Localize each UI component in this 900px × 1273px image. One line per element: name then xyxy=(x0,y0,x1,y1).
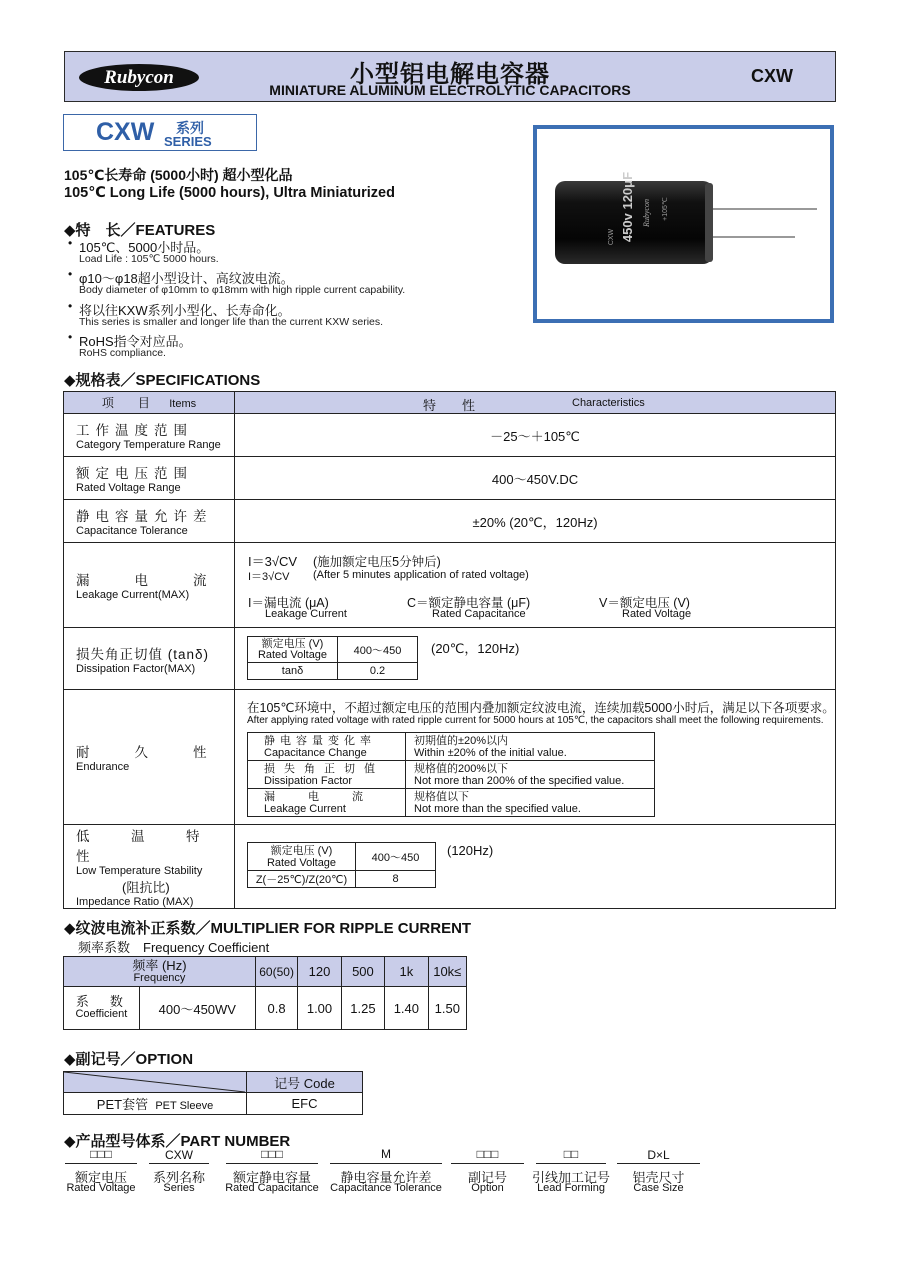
spec-row-lowtemp xyxy=(64,825,836,909)
pn-label-en: Series xyxy=(163,1182,195,1194)
spec-value: 400～450V.DC xyxy=(235,457,836,500)
tagline-chinese: 105℃长寿命 (5000小时) 超小型化品 xyxy=(64,167,293,183)
freq-cell: 500 xyxy=(341,957,384,987)
partnumber-title: ◆产品型号体系／PART NUMBER xyxy=(64,1133,291,1150)
sub-value-cn: 初期值的±20%以内 xyxy=(414,734,509,747)
pn-label-cn: 额定静电容量 xyxy=(232,1170,311,1185)
option-row-cn: PET套管 xyxy=(96,1097,149,1112)
spec-value-dissipation xyxy=(235,628,836,690)
series-label-en: SERIES xyxy=(164,134,212,149)
spec-label-en: Category Temperature Range xyxy=(76,439,221,451)
sub-value: 400～450 xyxy=(338,637,418,663)
pn-label-en: Option xyxy=(471,1182,504,1194)
leakage-note-cn: (施加额定电压5分钟后) xyxy=(313,555,441,569)
pn-underline xyxy=(149,1163,209,1164)
capacitor-print-temp: +105℃ xyxy=(662,197,669,221)
coef-label-cn: 系 数 xyxy=(75,994,127,1009)
pn-label-en: Rated Voltage xyxy=(66,1182,136,1194)
freq-header-en: Frequency xyxy=(133,971,186,984)
spec-label-cn: 损失角正切值 (tanδ) xyxy=(76,646,210,662)
items-header xyxy=(64,392,235,414)
items-header-cn: 项 目 xyxy=(101,396,156,410)
freq-cell: 60(50) xyxy=(255,957,297,987)
pn-label-cn: 静电容量允许差 xyxy=(340,1170,432,1185)
endurance-desc-en: After applying rated voltage with rated ripple current for 5000 hours at 105℃, the capacitors shall meet the following requirements. xyxy=(247,715,824,726)
items-header-en: Items xyxy=(169,398,197,410)
sub-label: Z(－25℃)/Z(20℃) xyxy=(248,871,356,888)
specs-header-row xyxy=(64,392,836,414)
feature-en: This series is smaller and longer life than the current KXW series. xyxy=(79,316,384,328)
spec-label-cn: 额定电压范围 xyxy=(76,466,193,481)
series-label-cn: 系列 xyxy=(176,120,204,136)
title-chinese: 小型铝电解电容器 xyxy=(350,61,550,88)
endurance-desc-cn: 在105℃环境中，不超过额定电压的范围内叠加额定纹波电流，连续加载5000小时后，满足以下各项要求。 xyxy=(247,701,835,715)
leakage-note-en: (After 5 minutes application of rated voltage) xyxy=(313,569,529,581)
capacitor-print-brand: Rubycon xyxy=(642,199,651,227)
pn-underline xyxy=(330,1163,442,1164)
option-row-code: EFC xyxy=(247,1093,363,1115)
feature-cn: RoHS指令对应品。 xyxy=(79,334,192,349)
dissipation-condition: (20℃，120Hz) xyxy=(431,641,520,656)
sub-label: tanδ xyxy=(248,663,338,680)
characteristics-header-en: Characteristics xyxy=(572,397,645,409)
spec-row-leakage xyxy=(64,543,836,628)
header-banner xyxy=(64,51,836,102)
spec-label-en: Endurance xyxy=(76,761,130,773)
spec-value-endurance xyxy=(235,690,836,825)
spec-row-voltage xyxy=(64,457,836,500)
feature-cn: 105℃、5000小时品。 xyxy=(79,240,210,255)
series-box xyxy=(63,114,257,151)
spec-row-temperature xyxy=(64,414,836,457)
pn-code: CXW xyxy=(165,1148,193,1162)
sub-value xyxy=(406,789,655,817)
sub-value-cn: 规格值以下 xyxy=(414,790,469,803)
coef-label xyxy=(64,987,140,1030)
ripple-table xyxy=(63,956,467,1030)
spec-label-cn2: (阻抗比) xyxy=(122,880,170,895)
pn-underline xyxy=(226,1163,318,1164)
spec-value: ±20% (20℃，120Hz) xyxy=(235,500,836,543)
capacitor-print-series: CXW xyxy=(608,228,615,246)
spec-label xyxy=(64,825,241,909)
coef-cell: 1.25 xyxy=(341,987,384,1030)
spec-label-cn: 静电容量允许差 xyxy=(76,509,213,524)
specs-table xyxy=(63,391,836,909)
pn-underline xyxy=(617,1163,700,1164)
freq-cell: 10k≤ xyxy=(428,957,466,987)
feature-cn: 将以往KXW系列小型化、长寿命化。 xyxy=(79,303,291,318)
sub-value-en: Not more than the specified value. xyxy=(414,802,581,815)
pn-label-en: Capacitance Tolerance xyxy=(330,1182,442,1194)
pn-code: □□ xyxy=(563,1147,579,1161)
sub-label-en: Leakage Current xyxy=(264,802,346,815)
pn-label-cn: 副记号 xyxy=(467,1170,507,1185)
freq-header xyxy=(64,957,256,987)
freq-header-cn: 频率 (Hz) xyxy=(132,957,187,973)
pn-label-cn: 额定电压 xyxy=(74,1170,127,1185)
spec-label-cn: 低 温 特 性 xyxy=(76,829,241,864)
coef-cell: 0.8 xyxy=(255,987,297,1030)
spec-label-cn: 耐 久 性 xyxy=(76,745,213,760)
feature-item xyxy=(68,330,528,361)
feature-item xyxy=(68,299,528,330)
feature-item xyxy=(68,236,528,267)
sub-value-en: Within ±20% of the initial value. xyxy=(414,746,567,759)
spec-label xyxy=(64,414,235,457)
pn-underline xyxy=(451,1163,524,1164)
ripple-voltage: 400～450WV xyxy=(139,987,255,1030)
lowtemp-subtable xyxy=(247,842,436,888)
sub-label-en: Capacitance Change xyxy=(264,746,367,759)
characteristics-header-cn: 特 性 xyxy=(423,398,476,413)
sub-label xyxy=(248,733,406,761)
header-series-code: CXW xyxy=(751,66,793,86)
pn-label-cn: 铝壳尺寸 xyxy=(632,1170,685,1185)
sub-value: 8 xyxy=(356,871,436,888)
sub-label-cn: 静电容量变化率 xyxy=(264,734,376,747)
sub-label-en: Rated Voltage xyxy=(266,856,337,869)
ripple-title: ◆纹波电流补正系数／MULTIPLIER FOR RIPPLE CURRENT xyxy=(64,920,472,937)
ripple-subtitle: 频率系数 Frequency Coefficient xyxy=(78,940,270,955)
pn-code: M xyxy=(381,1147,391,1161)
freq-cell: 120 xyxy=(298,957,341,987)
sub-label xyxy=(248,789,406,817)
bullet-icon: • xyxy=(68,267,73,281)
def-i-en: Leakage Current xyxy=(265,608,347,620)
sub-value: 0.2 xyxy=(338,663,418,680)
spec-value-leakage xyxy=(235,543,836,628)
spec-row-tolerance xyxy=(64,500,836,543)
sub-label xyxy=(248,637,338,663)
series-name: CXW xyxy=(96,118,155,146)
coef-cell: 1.00 xyxy=(298,987,341,1030)
option-title: ◆副记号／OPTION xyxy=(64,1051,194,1068)
def-c-cn: C＝额定静电容量 (μF) xyxy=(407,596,531,610)
pn-code: D×L xyxy=(647,1148,670,1162)
features-list xyxy=(68,236,528,361)
def-c-en: Rated Capacitance xyxy=(432,608,526,620)
pn-underline xyxy=(536,1163,606,1164)
pn-label-en: Rated Capacitance xyxy=(225,1182,319,1194)
coef-cell: 1.50 xyxy=(428,987,466,1030)
sub-label-cn: 损失角正切值 xyxy=(264,762,384,775)
lowtemp-condition: (120Hz) xyxy=(447,843,494,858)
ripple-value-row xyxy=(64,987,467,1030)
capacitor-print-rating: 450v 120μF xyxy=(620,171,635,243)
ripple-header-row xyxy=(64,957,467,987)
spec-label-en: Rated Voltage Range xyxy=(76,482,181,494)
feature-en: Body diameter of φ10mm to φ18mm with high ripple current capability. xyxy=(79,284,406,296)
spec-label xyxy=(64,543,235,628)
option-row-en: PET Sleeve xyxy=(155,1100,214,1112)
features-title: ◆特 长／FEATURES xyxy=(64,222,216,239)
bullet-icon: • xyxy=(68,236,73,250)
spec-row-dissipation xyxy=(64,628,836,690)
spec-label-en: Low Temperature Stability xyxy=(76,865,203,877)
sub-value: 400～450 xyxy=(356,843,436,871)
spec-label-cn: 工作温度范围 xyxy=(76,423,193,438)
bullet-icon: • xyxy=(68,299,73,313)
coef-label-en: Coefficient xyxy=(75,1008,128,1020)
spec-value-lowtemp xyxy=(235,825,836,909)
sub-value-en: Not more than 200% of the specified value. xyxy=(414,774,625,787)
sub-value xyxy=(406,733,655,761)
feature-en: Load Life : 105℃ 5000 hours. xyxy=(79,253,219,265)
capacitor-photo xyxy=(533,125,834,323)
sub-value xyxy=(406,761,655,789)
spec-label xyxy=(64,628,235,690)
spec-label-en: Dissipation Factor(MAX) xyxy=(76,662,196,675)
sub-label xyxy=(248,843,356,871)
option-row-label xyxy=(64,1093,247,1115)
pn-code: □□□ xyxy=(90,1147,112,1161)
sub-label-en: Dissipation Factor xyxy=(264,774,353,787)
spec-label-en: Capacitance Tolerance xyxy=(76,525,188,537)
spec-row-endurance xyxy=(64,690,836,825)
dissipation-subtable xyxy=(247,636,418,680)
def-i-cn: I＝漏电流 (μA) xyxy=(248,596,329,610)
pn-code: □□□ xyxy=(261,1147,283,1161)
spec-value: －25～＋105℃ xyxy=(235,414,836,457)
leakage-formula-small: I＝3√CV xyxy=(248,571,290,583)
coef-cell: 1.40 xyxy=(385,987,428,1030)
pn-code: □□□ xyxy=(476,1147,499,1161)
spec-label-cn: 漏 电 流 xyxy=(76,573,213,588)
bullet-icon: • xyxy=(68,330,73,344)
title-english: MINIATURE ALUMINUM ELECTROLYTIC CAPACITORS xyxy=(269,82,631,98)
sub-label-en: Rated Voltage xyxy=(257,648,328,661)
def-v-cn: V＝额定电压 (V) xyxy=(599,596,690,610)
spec-label xyxy=(64,457,235,500)
feature-en: RoHS compliance. xyxy=(79,347,166,359)
diagonal-line-icon xyxy=(64,1072,245,1092)
pn-label-cn: 系列名称 xyxy=(152,1170,205,1185)
capacitor-illustration xyxy=(537,129,830,319)
rubycon-logo: Rubycon xyxy=(79,64,199,91)
sub-label-cn: 额定电压 (V) xyxy=(261,637,324,650)
sub-label-cn: 漏 电 流 xyxy=(264,790,363,803)
pn-label-en: Lead Forming xyxy=(537,1182,605,1194)
characteristics-header xyxy=(235,392,836,414)
pn-label-en: Case Size xyxy=(633,1182,684,1194)
leakage-formula: I＝3√CV xyxy=(248,554,298,569)
option-table xyxy=(63,1071,363,1115)
specs-title: ◆规格表／SPECIFICATIONS xyxy=(64,372,261,389)
freq-cell: 1k xyxy=(385,957,428,987)
option-corner-cell xyxy=(64,1072,247,1093)
feature-item xyxy=(68,267,528,299)
spec-label-en: Leakage Current(MAX) xyxy=(76,589,190,601)
def-v-en: Rated Voltage xyxy=(622,608,692,620)
endurance-subtable xyxy=(247,732,655,817)
option-code-header: 记号 Code xyxy=(247,1072,363,1093)
tagline-english: 105℃ Long Life (5000 hours), Ultra Miniaturized xyxy=(64,185,395,201)
pn-label-cn: 引线加工记号 xyxy=(531,1170,610,1185)
spec-label xyxy=(64,500,235,543)
sub-label xyxy=(248,761,406,789)
spec-label xyxy=(64,690,235,825)
spec-label-en2: Impedance Ratio (MAX) xyxy=(76,896,194,908)
feature-cn: φ10～φ18超小型设计、高纹波电流。 xyxy=(79,271,294,286)
sub-value-cn: 规格值的200%以下 xyxy=(414,762,509,775)
pn-underline xyxy=(65,1163,137,1164)
sub-label-cn: 额定电压 (V) xyxy=(270,844,333,857)
